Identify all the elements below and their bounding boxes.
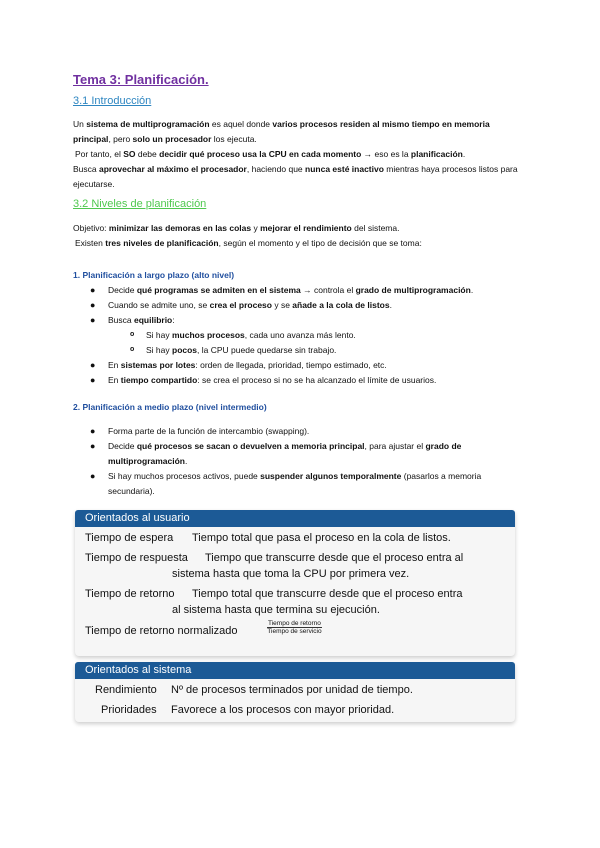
user-criteria-header: Orientados al usuario: [75, 510, 515, 527]
criteria-description: Tiempo que transcurre desde que el proceso entra al: [205, 552, 464, 564]
formula-numerator: Tiempo de retorno: [268, 620, 321, 627]
intro-paragraph-1: Un sistema de multiprogramación es aquel donde varios procesos residen al mismo tiempo en memoria principal, pero solo un procesador los ejecuta.: [73, 119, 490, 144]
bullet-icon: ●: [90, 360, 96, 370]
bullet-icon: ●: [90, 471, 96, 481]
bullet-icon: ●: [90, 375, 96, 385]
bullet-icon: ●: [90, 426, 96, 436]
levels-paragraph-1: Objetivo: minimizar las demoras en las colas y mejorar el rendimiento del sistema.: [73, 223, 400, 233]
long-term-heading: 1. Planificación a largo plazo (alto nivel): [73, 270, 235, 280]
page-title: Tema 3: Planificación.: [73, 72, 209, 87]
criteria-description: Nº de procesos terminados por unidad de tiempo.: [171, 684, 413, 696]
criteria-description: Favorece a los procesos con mayor prioridad.: [171, 704, 395, 716]
bullet-icon: ●: [90, 285, 96, 295]
mid-term-heading: 2. Planificación a medio plazo (nivel intermedio): [73, 402, 267, 412]
criteria-label: Rendimiento: [95, 684, 157, 696]
system-criteria-header: Orientados al sistema: [75, 662, 515, 679]
bullet-icon: ●: [90, 315, 96, 325]
intro-paragraph-3: Busca aprovechar al máximo el procesador, haciendo que nunca esté inactivo mientras haya procesos listos para ejecutarse.: [73, 164, 518, 189]
section-heading-intro: 3.1 Introducción: [73, 95, 152, 107]
criteria-description: Tiempo total que pasa el proceso en la cola de listos.: [192, 532, 451, 544]
formula-fraction: [267, 620, 322, 635]
criteria-label: Tiempo de respuesta: [85, 552, 188, 564]
criteria-description: Tiempo total que transcurre desde que el proceso entra: [192, 588, 463, 600]
circle-bullet-icon: o: [130, 346, 135, 353]
criteria-label: Tiempo de retorno: [85, 588, 175, 600]
bullet-icon: ●: [90, 300, 96, 310]
criteria-description: sistema hasta que toma la CPU por primera vez.: [172, 568, 410, 580]
levels-paragraph-2: Existen tres niveles de planificación, según el momento y el tipo de decisión que se toma:: [75, 238, 422, 248]
document-page: Tema 3: Planificación. 3.1 Introducción Un sistema de multiprogramación es aquel donde varios procesos residen al mismo tiempo en memoria principal, pero solo un procesador los ejecuta. Por tanto, el SO debe decidir qué proceso usa la CPU en cada momento → eso es la planificación. Busca aprovechar al máximo el procesador, haciendo que nunca esté inactivo mientras haya procesos listos para ejecutarse. 3.2 Niveles de planificación Objetivo: minimizar las demoras en las colas y mejorar el rendimiento del sistema. Existen tres niveles de planificación, según el momento y el tipo de decisión que se toma: 1. Planificación a largo plazo (alto nivel) ● Decide qué programas se admiten en el sistema → controla el grado de multiprogramación. ● Cuando se admite uno, se crea el proceso y se añade a la cola de listos. ● Busca equilibrio: o Si hay muchos procesos, cada uno avanza más lento. o Si hay pocos, la CPU puede quedarse sin trabajo. ● En sistemas por lotes: orden de llegada, prioridad, tiempo estimado, etc. ● En tiempo compartido: se crea el proceso si no se ha alcanzado el límite de usuarios. 2. Planificación a medio plazo (nivel intermedio) ● Forma parte de la función de intercambio (swapping). ● Decide qué procesos se sacan o devuelven a memoria principal, para ajustar el grado de multiprogramación. ● Si hay muchos procesos activos, puede suspender algunos temporalmente (pasarlos a memoria secundaria). Orientados al usuario Tiempo de espera Tiempo total que pasa el proceso en la cola de listos. Tiempo de respuesta Tiempo que transcurre desde que el proceso entra al sistema hasta que toma la CPU por primera vez. Tiempo de retorno Tiempo total que transcurre desde que el proceso entra al sistema hasta que termina su ejecución. Tiempo de retorno normalizado Tiempo de retorno Tiempo de servicio Orientados al sistema Rendimiento Nº de procesos terminados por unidad de tiempo. Prioridades Favorece a los procesos con mayor prioridad.: [0, 0, 600, 848]
bullet-icon: ●: [90, 441, 96, 451]
user-criteria-figure: [75, 510, 515, 656]
intro-paragraph-2: Por tanto, el SO debe decidir qué proceso usa la CPU en cada momento → eso es la planificación.: [75, 149, 466, 159]
system-criteria-figure: [75, 662, 515, 722]
circle-bullet-icon: o: [130, 331, 135, 338]
formula-denominator: Tiempo de servicio: [267, 628, 322, 635]
section-heading-levels: 3.2 Niveles de planificación: [73, 198, 207, 210]
criteria-label: Tiempo de espera: [85, 532, 174, 544]
criteria-description: al sistema hasta que termina su ejecución.: [172, 604, 380, 616]
criteria-label: Tiempo de retorno normalizado: [85, 625, 238, 637]
criteria-label: Prioridades: [101, 704, 157, 716]
